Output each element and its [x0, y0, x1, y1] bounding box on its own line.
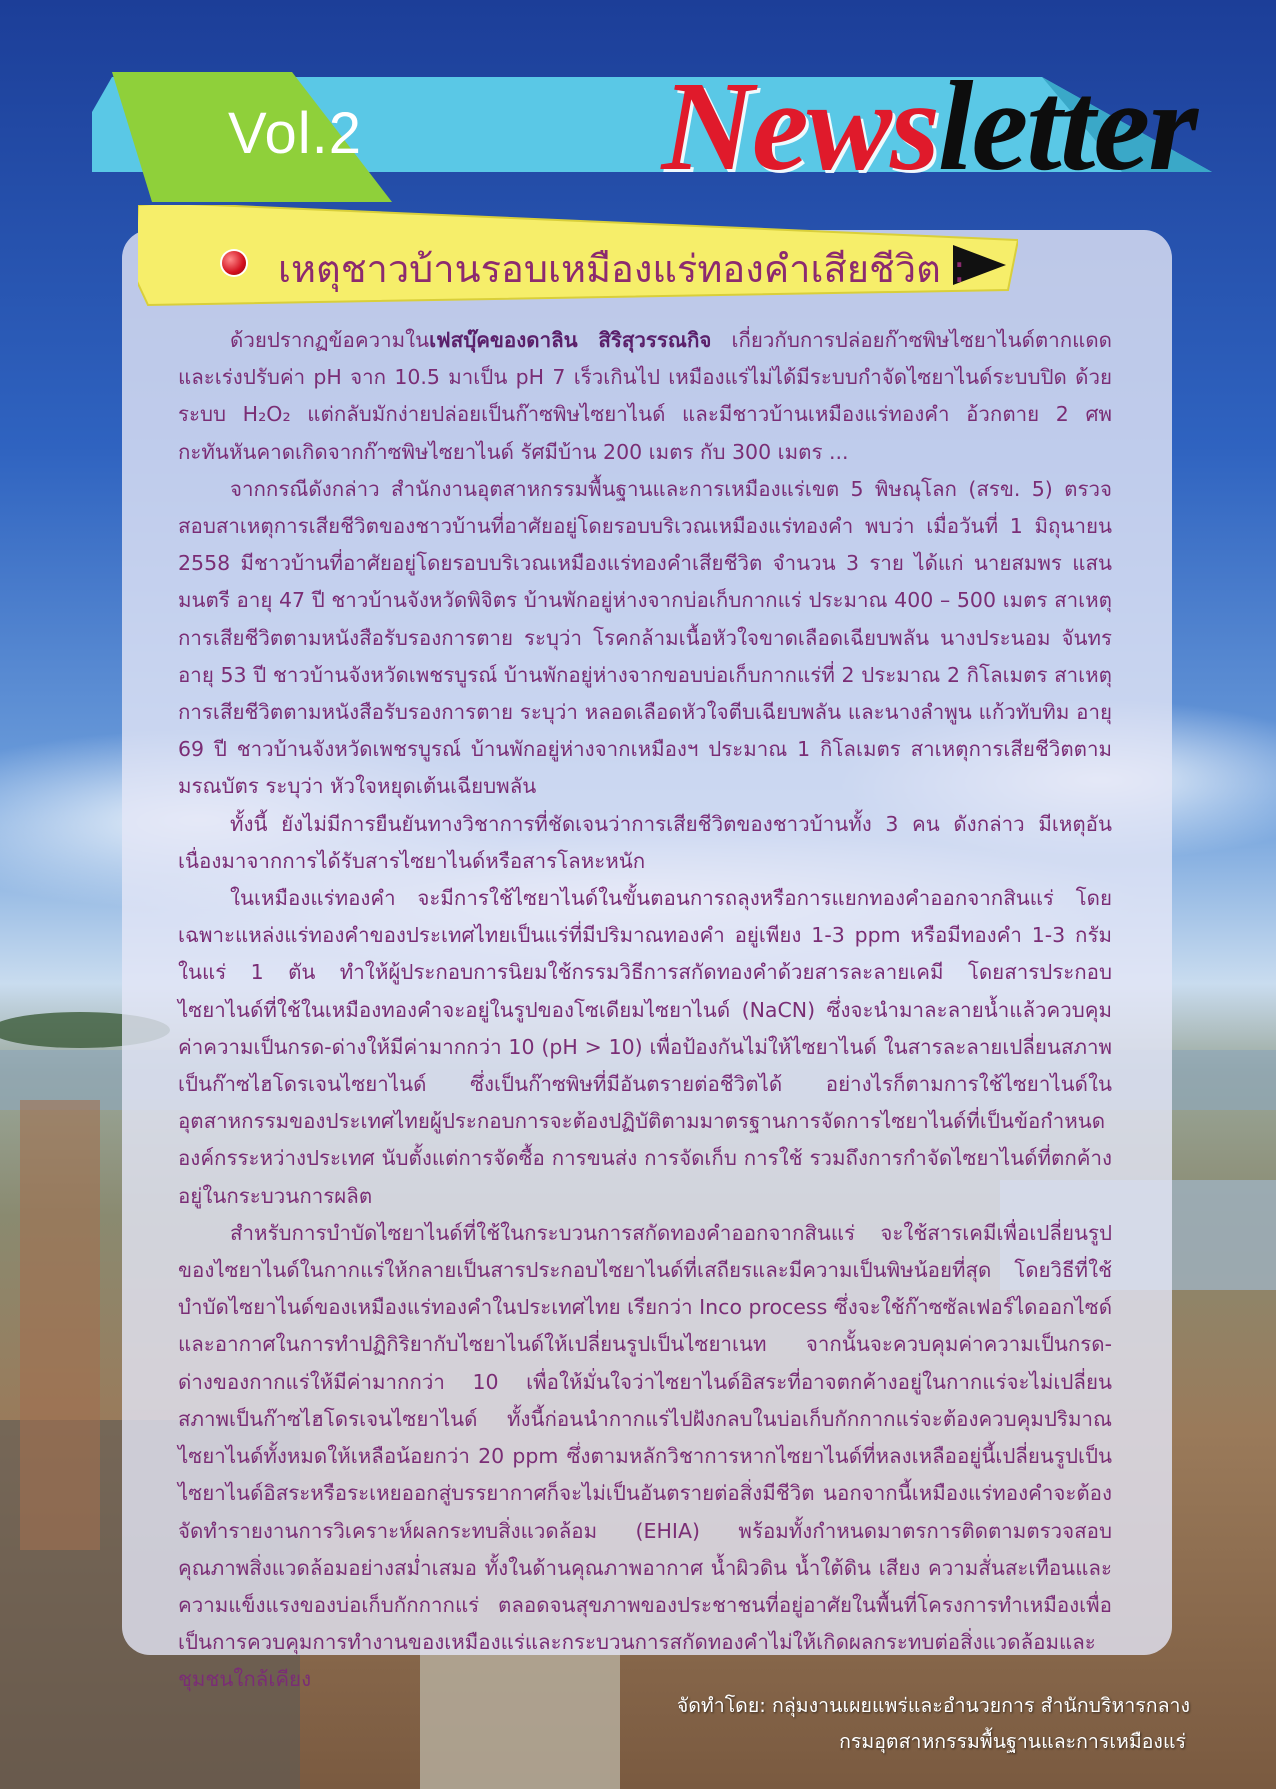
paragraph-3: ทั้งนี้ ยังไม่มีการยืนยันทางวิชาการที่ชัดเจนว่าการเสียชีวิตของชาวบ้านทั้ง 3 คน ดังกล่าว มีเหตุอันเนื่องมาจากการได้รับสารไซยาไนด์หรือสารโลหะหนัก [178, 811, 1112, 873]
bullet-icon [222, 251, 246, 275]
article-body [178, 322, 1112, 1699]
credit-line-2: กรมอุตสาหกรรมพื้นฐานและการเหมืองแร่ [839, 1730, 1186, 1753]
paragraph-5: สำหรับการบำบัดไซยาไนด์ที่ใช้ในกระบวนการสกัดทองคำออกจากสินแร่ จะใช้สารเคมีเพื่อเปลี่ยนรูปของไซยาไนด์ในกากแร่ให้กลายเป็นสารประกอบไซยาไนด์ที่เสถียรและมีความเป็นพิษน้อยที่สุด โดยวิธีที่ใช้บำบัดไซยาไนด์ของเหมืองแร่ทองคำในประเทศไทย เรียกว่า Inco process ซึ่งจะใช้ก๊าซซัลเฟอร์ไดออกไซด์และอากาศในการทำปฏิกิริยากับไซยาไนด์ให้เปลี่ยนรูปเป็นไซยาเนท จากนั้นจะควบคุมค่าความเป็นกรด-ด่างของกากแร่ให้มีค่ามากกว่า 10 เพื่อให้มั่นใจว่าไซยาไนด์อิสระที่อาจตกค้างอยู่ในกากแร่จะไม่เปลี่ยนสภาพเป็นก๊าซไฮโดรเจนไซยาไนด์ ทั้งนี้ก่อนนำกากแร่ไปฝังกลบในบ่อเก็บกักกากแร่จะต้องควบคุมปริมาณไซยาไนด์ทั้งหมดให้เหลือน้อยกว่า 20 ppm ซึ่งตามหลักวิชาการหากไซยาไนด์ที่หลงเหลืออยู่นี้เปลี่ยนรูปเป็นไซยาไนด์อิสระหรือระเหยออกสู่บรรยากาศก็จะไม่เป็นอันตรายต่อสิ่งมีชีวิต นอกจากนี้เหมืองแร่ทองคำจะต้องจัดทำรายงานการวิเคราะห์ผลกระทบสิ่งแวดล้อม (EHIA) พร้อมทั้งกำหนดมาตรการติดตามตรวจสอบคุณภาพสิ่งแวดล้อมอย่างสม่ำเสมอ ทั้งในด้านคุณภาพอากาศ น้ำผิวดิน น้ำใต้ดิน เสียง ความสั่นสะเทือนและความแข็งแรงของบ่อเก็บกักกากแร่ ตลอดจนสุขภาพของประชาชนที่อยู่อาศัยในพื้นที่โครงการทำเหมืองเพื่อเป็นการควบคุมการทำงานของเหมืองแร่และกระบวนการสกัดทองคำไม่ให้เกิดผลกระทบต่อสิ่งแวดล้อมและชุมชนใกล้เคียง [178, 1220, 1113, 1692]
volume-label: Vol.2 [228, 101, 362, 166]
logo-news: News [661, 55, 938, 197]
h2o2-formula: H₂O₂ [242, 402, 291, 427]
facebook-source: เฟสบุ๊คของดาลิน สิริสุวรรณกิจ [429, 328, 712, 352]
credit-block [677, 1688, 1190, 1760]
newsletter-logo [661, 55, 1196, 197]
headline: เหตุชาวบ้านรอบเหมืองแร่ทองคำเสียชีวิต : [278, 247, 966, 291]
paragraph-1: ด้วยปรากฏข้อความในเฟสบุ๊คของดาลิน สิริสุวรรณกิจ เกี่ยวกับการปล่อยก๊าซพิษไซยาไนด์ตากแดดและเร่งปรับค่า pH จาก 10.5 มาเป็น pH 7 เร็วเกินไป เหมืองแร่ไม่ได้มีระบบกำจัดไซยาไนด์ระบบปิด ด้วยระบบ H₂O₂ แต่กลับมักง่ายปล่อยเป็นก๊าซพิษไซยาไนด์ และมีชาวบ้านเหมืองแร่ทองคำ อ้วกตาย 2 ศพ กะทันหันคาดเกิดจากก๊าซพิษไซยาไนด์ รัศมีบ้าน 200 เมตร กับ 300 เมตร ... [178, 328, 1112, 464]
paragraph-4: ในเหมืองแร่ทองคำ จะมีการใช้ไซยาไนด์ในขั้นตอนการถลุงหรือการแยกทองคำออกจากสินแร่ โดยเฉพาะแหล่งแร่ทองคำของประเทศไทยเป็นแร่ที่มีปริมาณทองคำ อยู่เพียง 1-3 ppm หรือมีทองคำ 1-3 กรัมในแร่ 1 ตัน ทำให้ผู้ประกอบการนิยมใช้กรรมวิธีการสกัดทองคำด้วยสารละลายเคมี โดยสารประกอบไซยาไนด์ที่ใช้ในเหมืองทองคำจะอยู่ในรูปของโซเดียมไซยาไนด์ (NaCN) ซึ่งจะนำมาละลายน้ำแล้วควบคุมค่าความเป็นกรด-ด่างให้มีค่ามากกว่า 10 (pH > 10) เพื่อป้องกันไม่ให้ไซยาไนด์ ในสารละลายเปลี่ยนสภาพเป็นก๊าซไฮโดรเจนไซยาไนด์ ซึ่งเป็นก๊าซพิษที่มีอันตรายต่อชีวิตได้ อย่างไรก็ตามการใช้ไซยาไนด์ในอุตสาหกรรมของประเทศไทยผู้ประกอบการจะต้องปฏิบัติตามมาตรฐานการจัดการไซยาไนด์ที่เป็นข้อกำหนดองค์กรระหว่างประเทศ นับตั้งแต่การจัดซื้อ การขนส่ง การจัดเก็บ การใช้ รวมถึงการกำจัดไซยาไนด์ที่ตกค้างอยู่ในกระบวนการผลิต [178, 886, 1112, 1208]
logo-letter: letter [937, 55, 1196, 197]
credit-line-1: จัดทำโดย: กลุ่มงานเผยแพร่และอำนวยการ สำนักบริหารกลาง [676, 1694, 1190, 1717]
paragraph-2: จากกรณีดังกล่าว สำนักงานอุตสาหกรรมพื้นฐานและการเหมืองแร่เขต 5 พิษณุโลก (สรข. 5) ตรวจสอบสาเหตุการเสียชีวิตของชาวบ้านที่อาศัยอยู่โดยรอบบริเวณเหมืองแร่ทองคำ พบว่า เมื่อวันที่ 1 มิถุนายน 2558 มีชาวบ้านที่อาศัยอยู่โดยรอบบริเวณเหมืองแร่ทองคำเสียชีวิต จำนวน 3 ราย ได้แก่ นายสมพร แสนมนตรี อายุ 47 ปี ชาวบ้านจังหวัดพิจิตร บ้านพักอยู่ห่างจากบ่อเก็บกากแร่ ประมาณ 400 – 500 เมตร สาเหตุการเสียชีวิตตามหนังสือรับรองการตาย ระบุว่า โรคกล้ามเนื้อหัวใจขาดเลือดเฉียบพลัน นางประนอม จันทร อายุ 53 ปี ชาวบ้านจังหวัดเพชรบูรณ์ บ้านพักอยู่ห่างจากขอบบ่อเก็บกากแร่ที่ 2 ประมาณ 2 กิโลเมตร สาเหตุการเสียชีวิตตามหนังสือรับรองการตาย ระบุว่า หลอดเลือดหัวใจตีบเฉียบพลัน และนางลำพูน แก้วทับทิม อายุ 69 ปี ชาวบ้านจังหวัดเพชรบูรณ์ บ้านพักอยู่ห่างจากเหมืองฯ ประมาณ 1 กิโลเมตร สาเหตุการเสียชีวิตตามมรณบัตร ระบุว่า หัวใจหยุดเต้นเฉียบพลัน [178, 476, 1112, 799]
